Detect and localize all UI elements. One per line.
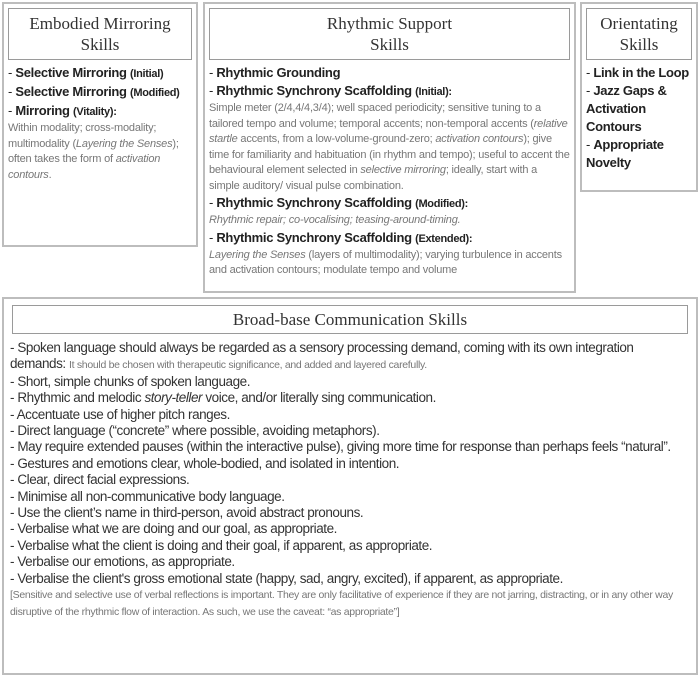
text-segment: (Extended): [415, 232, 473, 245]
text-segment: - [8, 84, 16, 99]
list-item [10, 472, 690, 488]
list-item [10, 505, 690, 521]
text-segment: - Verbalise our emotions, as appropriate. [10, 554, 235, 570]
list-item [586, 64, 692, 82]
text-segment: - [209, 229, 217, 245]
embodied-mirroring-panel [2, 2, 198, 247]
skill-detail [209, 248, 570, 279]
title-line: Skills [80, 35, 120, 54]
text-segment: - [8, 65, 16, 80]
text-segment: - Gestures and emotions clear, whole-bodied, and isolated in intention. [10, 455, 400, 471]
text-segment: Rhythmic Synchrony Scaffolding [216, 229, 416, 245]
list-item [10, 571, 690, 587]
orientating-skill-list [582, 64, 696, 172]
text-segment: Rhythmic Synchrony Scaffolding [216, 195, 416, 210]
text-segment: (Modified): [415, 198, 468, 210]
text-segment: - [209, 65, 217, 80]
title-line: Embodied Mirroring [29, 14, 171, 33]
text-segment: (Modified) [130, 87, 180, 99]
text-segment: Rhythmic Grounding [216, 65, 341, 80]
text-segment: - Verbalise the client's gross emotional state (happy, sad, angry, excited), if apparent, as appropriate. [10, 570, 563, 586]
list-item [10, 340, 690, 374]
broad-base-communication-panel [2, 297, 698, 675]
text-segment: - [8, 103, 16, 118]
text-segment: - Direct language (“concrete” where possible, avoiding metaphors). [10, 423, 380, 439]
list-item [8, 64, 192, 83]
text-segment: (Vitality): [73, 106, 117, 118]
list-item [586, 136, 692, 172]
text-segment: Layering the Senses [75, 137, 173, 150]
skill-detail [209, 213, 570, 229]
text-segment: Simple meter (2/4,4/4,3/4); well spaced periodicity; sensitive tuning to a tailored tempo and volume; temporal accents; non-temporal accents ( [209, 102, 541, 130]
list-item [10, 554, 690, 570]
text-segment: Layering the Senses [209, 248, 306, 261]
broad-base-skill-list [4, 340, 696, 620]
text-segment: - Verbalise what the client is doing and their goal, if apparent, as appropriate. [10, 537, 433, 553]
skill-detail [10, 587, 690, 620]
text-segment: - Rhythmic and melodic [10, 390, 145, 406]
orientating-title [586, 8, 692, 60]
broad-base-title: Broad-base Communication Skills [12, 305, 688, 334]
list-item [8, 102, 192, 121]
text-segment: Appropriate Novelty [586, 137, 664, 170]
list-item [10, 407, 690, 423]
text-segment: It should be chosen with therapeutic significance, and added and layered carefully. [69, 359, 427, 372]
list-item [209, 194, 570, 213]
text-segment: (Initial) [130, 68, 164, 80]
list-item [10, 538, 690, 554]
text-segment: - Spoken language should always be regarded as a sensory processing demand, coming with its own integration demands: [10, 340, 634, 372]
title-line: Skills [370, 35, 409, 54]
embodied-mirroring-title [8, 8, 192, 60]
text-segment: activation contours [435, 133, 524, 145]
text-segment: - Short, simple chunks of spoken language. [10, 373, 250, 389]
title-line: Orientating [600, 14, 678, 33]
skill-detail [209, 101, 570, 194]
title-line: Rhythmic Support [326, 14, 453, 33]
text-segment: ; ideally, start with a simple auditory/ visual pulse combination. [209, 164, 538, 192]
text-segment: ); often takes the form of [8, 137, 179, 165]
text-segment: - [209, 83, 217, 98]
text-segment: Within modality; cross-modality; multimodality ( [8, 122, 157, 150]
list-item [10, 390, 690, 406]
list-item [586, 82, 692, 136]
text-segment: - Verbalise what we are doing and our goal, as appropriate. [10, 521, 337, 537]
text-segment: (layers of multimodality); varying turbulence in accents and activation contours; modulate tempo and volume [209, 248, 562, 276]
list-item [10, 439, 690, 455]
text-segment: Mirroring [15, 103, 74, 118]
text-segment: selective mirroring [360, 164, 446, 176]
text-segment: - [586, 65, 594, 80]
list-item [10, 489, 690, 505]
title-line: Skills [619, 35, 659, 54]
list-item [10, 456, 690, 472]
text-segment: - Use the client’s name in third-person, avoid abstract pronouns. [10, 505, 364, 521]
text-segment: Jazz Gaps & Activation Contours [586, 83, 667, 134]
text-segment: relative startle [209, 117, 568, 145]
text-segment: story-teller [144, 390, 203, 406]
rhythmic-support-panel [203, 2, 576, 293]
embodied-skill-list [4, 64, 196, 183]
list-item [209, 64, 570, 82]
text-segment: - Accentuate use of higher pitch ranges. [10, 406, 230, 422]
text-segment: [Sensitive and selective use of verbal reflections is important. They are only facilitative of experience if they are not jarring, distracting, or in any other way disruptive of the rhythmic flow of interaction. As such, we use the caveat: “as appropriate”] [10, 589, 673, 618]
text-segment: activation contours [8, 153, 161, 181]
text-segment: . [48, 168, 52, 181]
text-segment: - Minimise all non-communicative body language. [10, 488, 285, 504]
orientating-panel [580, 2, 698, 192]
text-segment: Rhythmic repair; co-vocalising; teasing-around-timing. [209, 214, 461, 226]
rhythmic-skill-list [205, 64, 574, 279]
text-segment: - [209, 195, 217, 210]
list-item [10, 423, 690, 439]
text-segment: Link in the Loop [593, 65, 689, 80]
list-item [10, 521, 690, 537]
text-segment: Selective Mirroring [15, 84, 130, 99]
text-segment: - Clear, direct facial expressions. [10, 472, 190, 488]
list-item [8, 83, 192, 102]
list-item [209, 82, 570, 101]
text-segment: (Initial): [415, 86, 452, 98]
list-item [10, 374, 690, 390]
text-segment: accents, from a low-volume-ground-zero; [237, 133, 436, 145]
text-segment: - [586, 83, 594, 98]
text-segment: - May require extended pauses (within the interactive pulse), giving more time for response than perhaps feels “natural”. [10, 439, 671, 455]
text-segment: Rhythmic Synchrony Scaffolding [216, 83, 416, 98]
rhythmic-support-title [209, 8, 570, 60]
text-segment: ); give time for familiarity and habituation (in rhythm and tempo); useful to accent the behavioural element selected in [209, 133, 570, 176]
text-segment: Selective Mirroring [15, 65, 130, 80]
skill-detail [8, 121, 192, 183]
text-segment: - [586, 137, 594, 152]
text-segment: voice, and/or literally sing communication. [202, 390, 436, 406]
list-item [209, 229, 570, 248]
